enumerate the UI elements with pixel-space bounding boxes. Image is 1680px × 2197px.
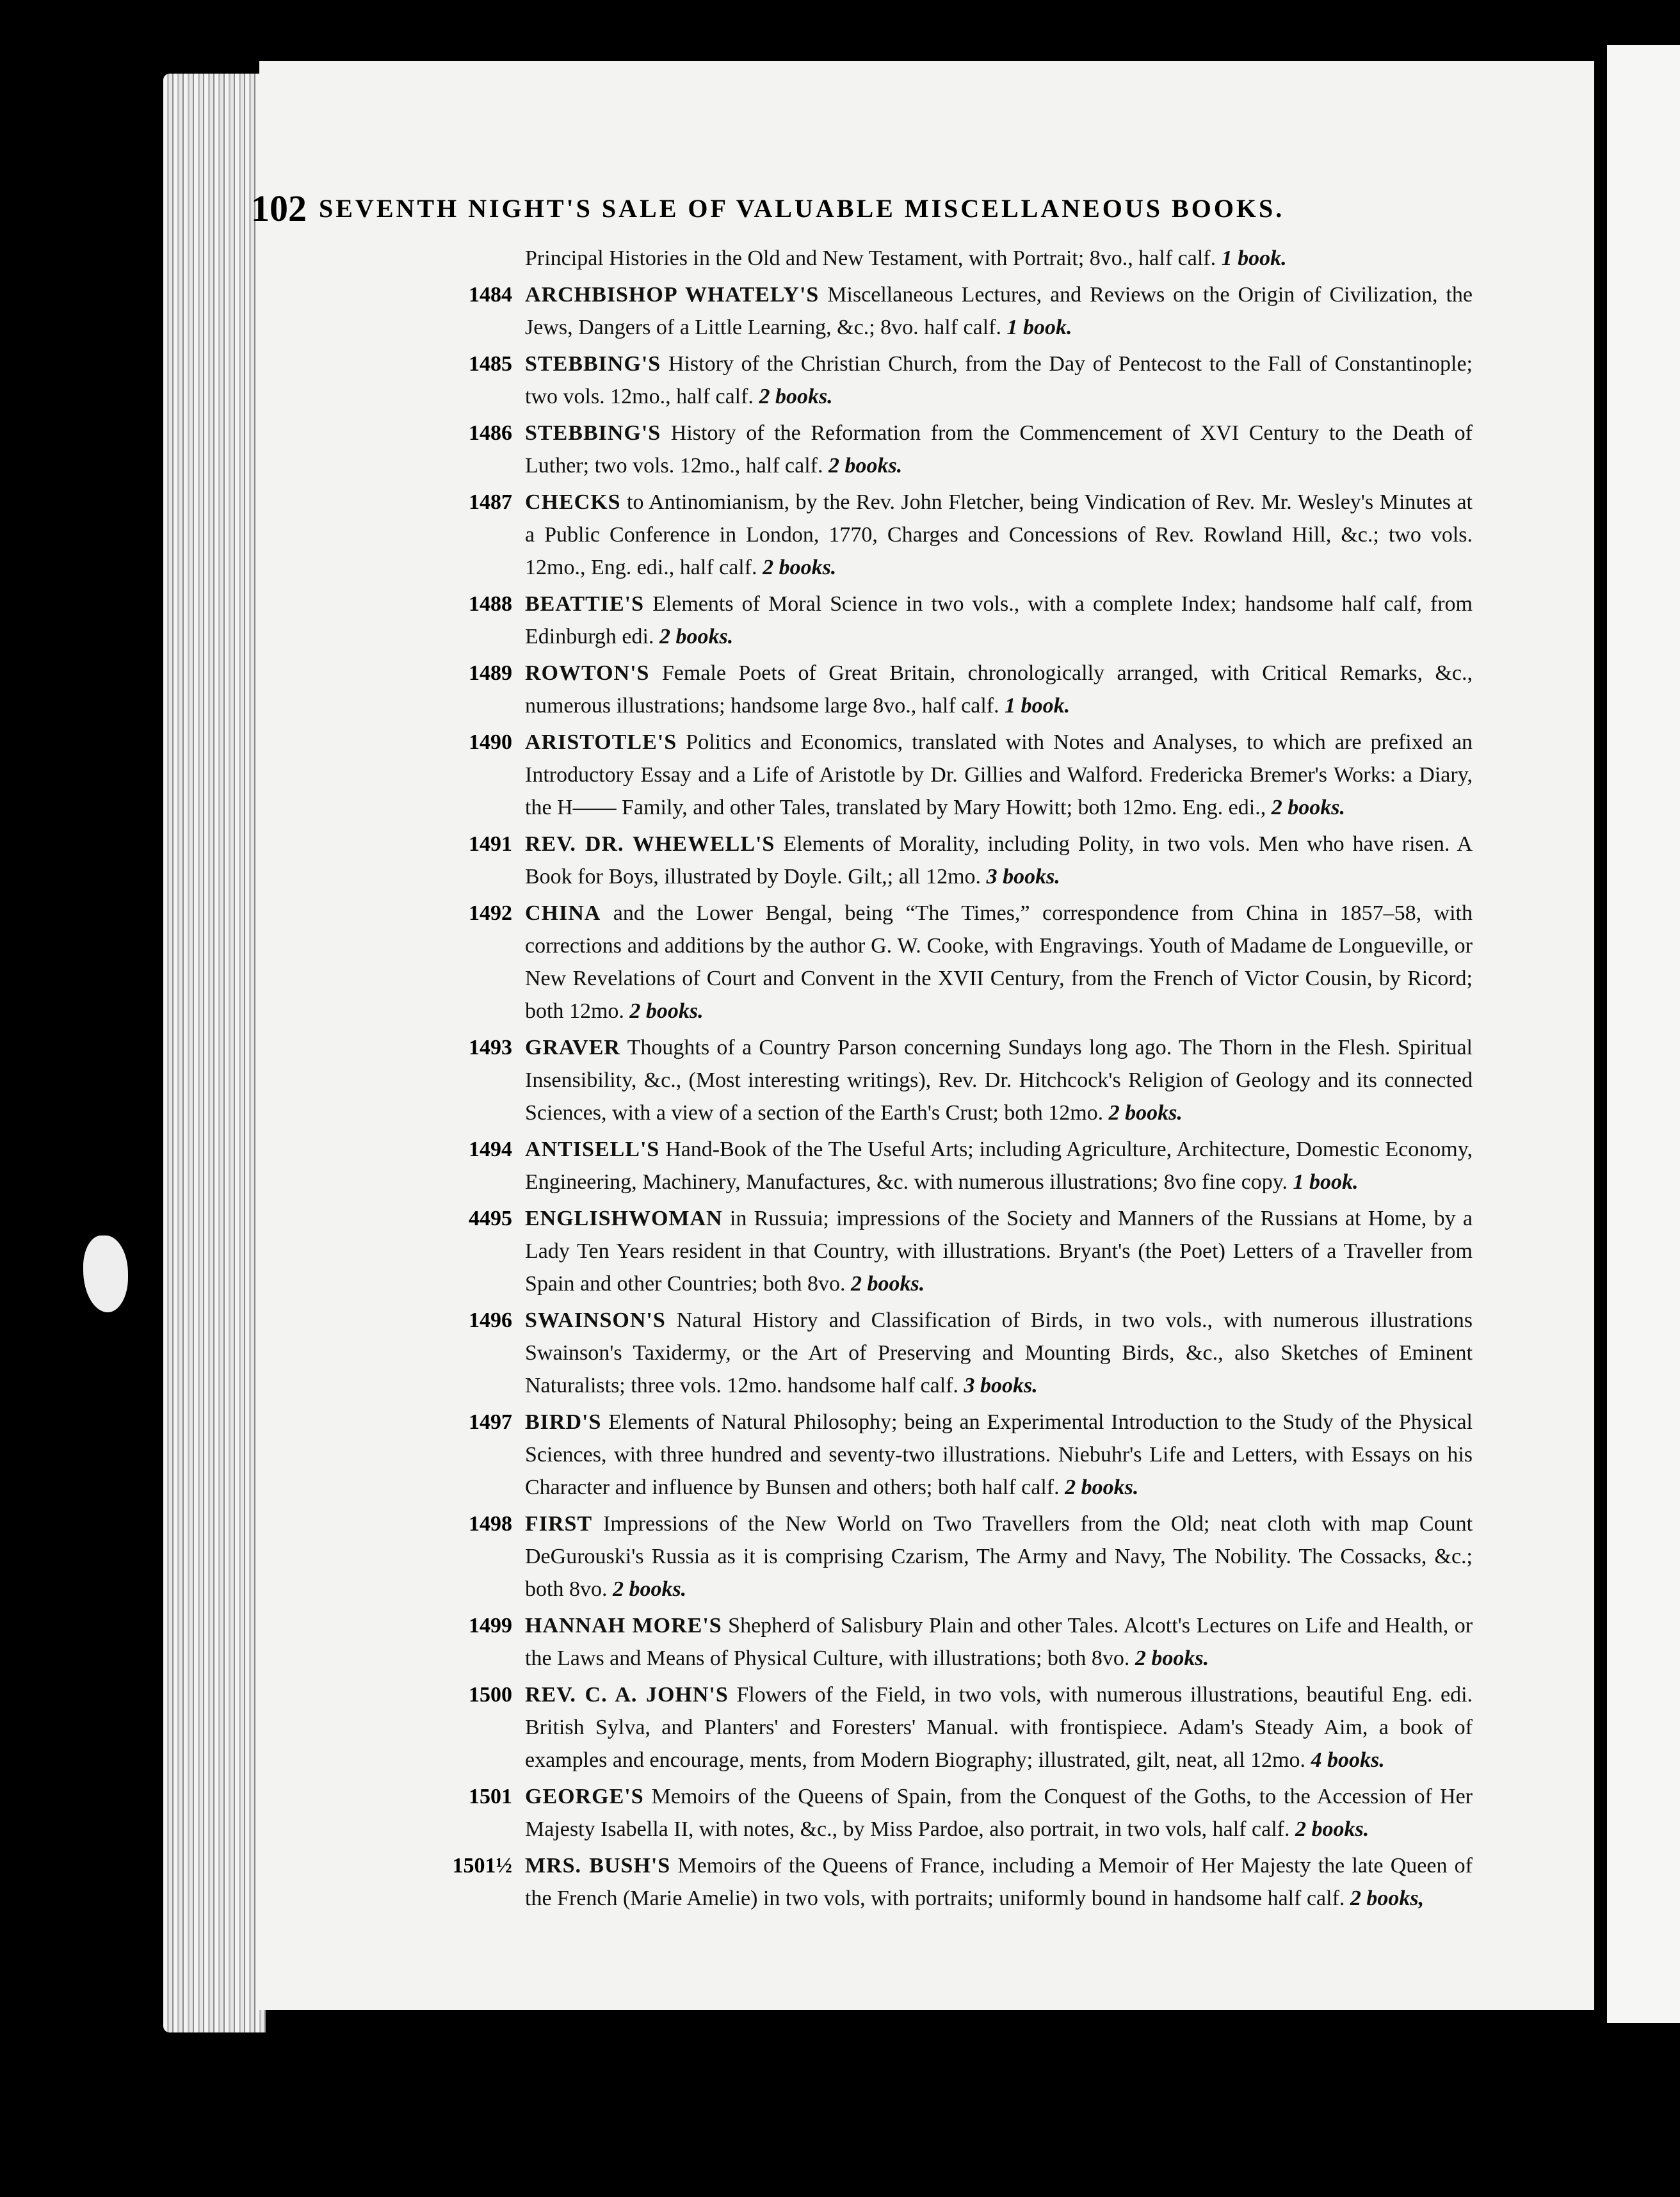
entry-text bbox=[525, 1849, 1473, 1915]
lot-number: 1500 bbox=[469, 1683, 512, 1707]
entry-description: Impressions of the New World on Two Travellers from the Old; neat cloth with map Count DeGurouski's Russia as it is comprising Czarism, The Army and Navy, The Nobility. The Cossacks, &c.; both 8vo. bbox=[525, 1512, 1473, 1601]
lot-number: 1501½ bbox=[452, 1854, 512, 1878]
entry-description: History of the Christian Church, from the Day of Pentecost to the Fall of Constantinople; two vols. 12mo., half calf. bbox=[525, 352, 1473, 408]
entry-lead: REV. DR. WHEWELL'S bbox=[525, 832, 775, 856]
entry-text bbox=[525, 242, 1473, 275]
entry-description: Principal Histories in the Old and New Testament, with Portrait; 8vo., half calf. bbox=[525, 246, 1216, 270]
paper-speck bbox=[83, 1235, 128, 1312]
entry-lead: FIRST bbox=[525, 1512, 593, 1536]
entry-lead: BEATTIE'S bbox=[525, 592, 645, 616]
lot-number: 1498 bbox=[469, 1512, 512, 1536]
entry-description: and the Lower Bengal, being “The Times,” correspondence from China in 1857–58, with corrections and additions by the author G. W. Cooke, with Engravings. Youth of Madame de Longueville, or New Revelations of Court and Convent in the XVII Century, from the French of Victor Cousin, by Ricord; both 12mo. bbox=[525, 901, 1473, 1023]
entry-description: Natural History and Classification of Birds, in two vols., with numerous illustrations Swainson's Taxidermy, or the Art of Preserving and Mounting Birds, &c., also Sketches of Eminent Naturalists; three vols. 12mo. handsome half calf. bbox=[525, 1308, 1473, 1397]
catalogue-entry bbox=[452, 1849, 1473, 1915]
entry-lead: STEBBING'S bbox=[525, 352, 661, 376]
entry-lead: ROWTON'S bbox=[525, 661, 650, 685]
entry-text bbox=[525, 278, 1473, 344]
right-page-edge bbox=[1607, 45, 1680, 2023]
entry-description: to Antinomianism, by the Rev. John Fletcher, being Vindication of Rev. Mr. Wesley's Minutes at a Public Conference in London, 1770, Charges and Concessions of Rev. Rowland Hill, &c.; two vols. 12mo., Eng. edi., half calf. bbox=[525, 490, 1473, 579]
lot-number: 1485 bbox=[469, 352, 512, 376]
entry-text bbox=[525, 1406, 1473, 1504]
lot-number: 1487 bbox=[469, 490, 512, 514]
lot-number: 1492 bbox=[469, 901, 512, 925]
entry-lead: CHECKS bbox=[525, 490, 621, 514]
book-count: 2 books. bbox=[851, 1272, 925, 1296]
catalogue-entry bbox=[469, 726, 1473, 824]
entry-text bbox=[525, 1780, 1473, 1846]
book-count: 2 books. bbox=[828, 454, 903, 478]
lot-number: 1493 bbox=[469, 1036, 512, 1059]
catalogue-entry bbox=[469, 486, 1473, 584]
entry-description: Miscellaneous Lectures, and Reviews on the Origin of Civilization, the Jews, Dangers of a Little Learning, &c.; 8vo. half calf. bbox=[525, 283, 1473, 339]
catalogue-entry bbox=[469, 1780, 1473, 1846]
catalogue-entry bbox=[469, 1609, 1473, 1675]
entry-lead: GRAVER bbox=[525, 1036, 620, 1059]
running-head: SEVENTH NIGHT'S SALE OF VALUABLE MISCELLANEOUS BOOKS. bbox=[319, 194, 1285, 223]
book-count: 4 books. bbox=[1311, 1748, 1385, 1772]
catalogue-entry bbox=[469, 1202, 1473, 1300]
entry-lead: ANTISELL'S bbox=[525, 1138, 660, 1161]
catalogue-entry bbox=[469, 657, 1473, 722]
entry-description: History of the Reformation from the Commencement of XVI Century to the Death of Luther; two vols. 12mo., half calf. bbox=[525, 421, 1473, 478]
entry-text bbox=[525, 1508, 1473, 1606]
entry-text bbox=[525, 657, 1473, 722]
entry-description: Elements of Moral Science in two vols., with a complete Index; handsome half calf, from Edinburgh edi. bbox=[525, 592, 1473, 648]
entry-text bbox=[525, 1133, 1473, 1198]
catalogue-entry bbox=[469, 1031, 1473, 1129]
lot-number: 1489 bbox=[469, 661, 512, 685]
lot-number: 1488 bbox=[469, 592, 512, 616]
lot-number: 1499 bbox=[469, 1614, 512, 1638]
lot-number: 1494 bbox=[469, 1138, 512, 1161]
entry-lead: ARISTOTLE'S bbox=[525, 730, 677, 754]
lot-number: 1486 bbox=[469, 421, 512, 445]
entry-description: Elements of Morality, including Polity, in two vols. Men who have risen. A Book for Boys, illustrated by Doyle. Gilt,; all 12mo. bbox=[525, 832, 1473, 889]
book-count: 1 book. bbox=[1006, 316, 1072, 339]
book-count: 2 books, bbox=[1350, 1887, 1425, 1910]
entry-lead: MRS. BUSH'S bbox=[525, 1854, 671, 1878]
catalogue-entry bbox=[469, 1406, 1473, 1504]
page-header bbox=[251, 187, 1423, 238]
book-count: 2 books. bbox=[659, 625, 734, 648]
entry-description: Politics and Economics, translated with Notes and Analyses, to which are prefixed an Introductory Essay and a Life of Aristotle by Dr. Gillies and Walford. Fredericka Bremer's Works: a Diary, the H—— Family, and other Tales, translated by Mary Howitt; both 12mo. Eng. edi., bbox=[525, 730, 1473, 819]
lot-number: 1490 bbox=[469, 730, 512, 754]
entry-text bbox=[525, 1304, 1473, 1402]
book-count: 3 books. bbox=[986, 865, 1060, 889]
entry-lead: SWAINSON'S bbox=[525, 1308, 666, 1332]
entry-description: in Russuia; impressions of the Society and Manners of the Russians at Home, by a Lady Ten Years resident in that Country, with illustrations. Bryant's (the Poet) Letters of a Traveller from Spain and other Countries; both 8vo. bbox=[525, 1207, 1473, 1296]
entry-description: Female Poets of Great Britain, chronologically arranged, with Critical Remarks, &c., numerous illustrations; handsome large 8vo., half calf. bbox=[525, 661, 1473, 718]
lot-number: 1484 bbox=[469, 283, 512, 307]
entry-lead: CHINA bbox=[525, 901, 601, 925]
catalogue-entry bbox=[469, 417, 1473, 482]
catalogue-entry bbox=[469, 828, 1473, 893]
entry-lead: REV. C. A. JOHN'S bbox=[525, 1683, 729, 1707]
catalogue-entry bbox=[469, 348, 1473, 413]
entry-description: Hand-Book of the The Useful Arts; including Agriculture, Architecture, Domestic Economy, Engineering, Machinery, Manufactures, &c. with numerous illustrations; 8vo fine copy. bbox=[525, 1138, 1473, 1194]
book-count: 2 books. bbox=[1108, 1101, 1183, 1125]
book-count: 2 books. bbox=[612, 1577, 687, 1601]
book-count: 1 book. bbox=[1293, 1170, 1359, 1194]
entry-lead: HANNAH MORE'S bbox=[525, 1614, 722, 1638]
catalogue-entry bbox=[469, 278, 1473, 344]
book-count: 2 books. bbox=[763, 556, 837, 579]
book-count: 1 book. bbox=[1221, 246, 1287, 270]
book-count: 2 books. bbox=[629, 999, 704, 1023]
entry-description: Memoirs of the Queens of Spain, from the Conquest of the Goths, to the Accession of Her Majesty Isabella II, with notes, &c., by Miss Pardoe, also portrait, in two vols, half calf. bbox=[525, 1785, 1473, 1841]
book-count: 2 books. bbox=[759, 385, 833, 408]
entry-text bbox=[525, 486, 1473, 584]
lot-number: 1496 bbox=[469, 1308, 512, 1332]
book-count: 2 books. bbox=[1271, 796, 1345, 819]
catalogue-entry bbox=[525, 242, 1473, 275]
entry-description: Memoirs of the Queens of France, including a Memoir of Her Majesty the late Queen of the French (Marie Amelie) in two vols, with portraits; uniformly bound in handsome half calf. bbox=[525, 1854, 1473, 1910]
book-count: 1 book. bbox=[1005, 694, 1070, 718]
entry-text bbox=[525, 1678, 1473, 1776]
entry-lead: STEBBING'S bbox=[525, 421, 661, 445]
book-count: 2 books. bbox=[1065, 1476, 1139, 1499]
entry-lead: GEORGE'S bbox=[525, 1785, 644, 1808]
entry-text bbox=[525, 828, 1473, 893]
lot-number: 1491 bbox=[469, 832, 512, 856]
entry-text bbox=[525, 348, 1473, 413]
entry-text bbox=[525, 1031, 1473, 1129]
entry-lead: ENGLISHWOMAN bbox=[525, 1207, 723, 1230]
book-count: 2 books. bbox=[1135, 1646, 1209, 1670]
entry-description: Thoughts of a Country Parson concerning Sundays long ago. The Thorn in the Flesh. Spiritual Insensibility, &c., (Most interesting writings), Rev. Dr. Hitchcock's Religion of Geology and its connected Sciences, with a view of a section of the Earth's Crust; both 12mo. bbox=[525, 1036, 1473, 1125]
entry-text bbox=[525, 417, 1473, 482]
page-number: 102 bbox=[251, 188, 307, 229]
entry-description: Flowers of the Field, in two vols, with numerous illustrations, beautiful Eng. edi. British Sylva, and Planters' and Foresters' Manual. with frontispiece. Adam's Steady Aim, a book of examples and encourage, ments, from Modern Biography; illustrated, gilt, neat, all 12mo. bbox=[525, 1683, 1473, 1772]
entry-text bbox=[525, 726, 1473, 824]
entry-text bbox=[525, 897, 1473, 1027]
catalogue-entry bbox=[469, 897, 1473, 1027]
entry-text bbox=[525, 588, 1473, 653]
book-count: 2 books. bbox=[1295, 1817, 1369, 1841]
catalogue-entry bbox=[469, 1678, 1473, 1776]
lot-number: 4495 bbox=[469, 1207, 512, 1230]
catalogue-entry bbox=[469, 1133, 1473, 1198]
book-count: 3 books. bbox=[964, 1374, 1038, 1397]
entry-text bbox=[525, 1609, 1473, 1675]
lot-number: 1501 bbox=[469, 1785, 512, 1808]
catalogue-entries bbox=[452, 242, 1473, 1919]
lot-number: 1497 bbox=[469, 1410, 512, 1434]
entry-description: Elements of Natural Philosophy; being an Experimental Introduction to the Study of the Physical Sciences, with three hundred and seventy-two illustrations. Niebuhr's Life and Letters, with Essays on his Character and influence by Bunsen and others; both half calf. bbox=[525, 1410, 1473, 1499]
catalogue-entry bbox=[469, 1304, 1473, 1402]
entry-lead: ARCHBISHOP WHATELY'S bbox=[525, 283, 820, 307]
entry-lead: BIRD'S bbox=[525, 1410, 602, 1434]
book-page-edges bbox=[163, 74, 266, 2032]
catalogue-entry bbox=[469, 588, 1473, 653]
entry-text bbox=[525, 1202, 1473, 1300]
catalogue-entry bbox=[469, 1508, 1473, 1606]
entry-description: Shepherd of Salisbury Plain and other Tales. Alcott's Lectures on Life and Health, or the Laws and Means of Physical Culture, with illustrations; both 8vo. bbox=[525, 1614, 1473, 1670]
